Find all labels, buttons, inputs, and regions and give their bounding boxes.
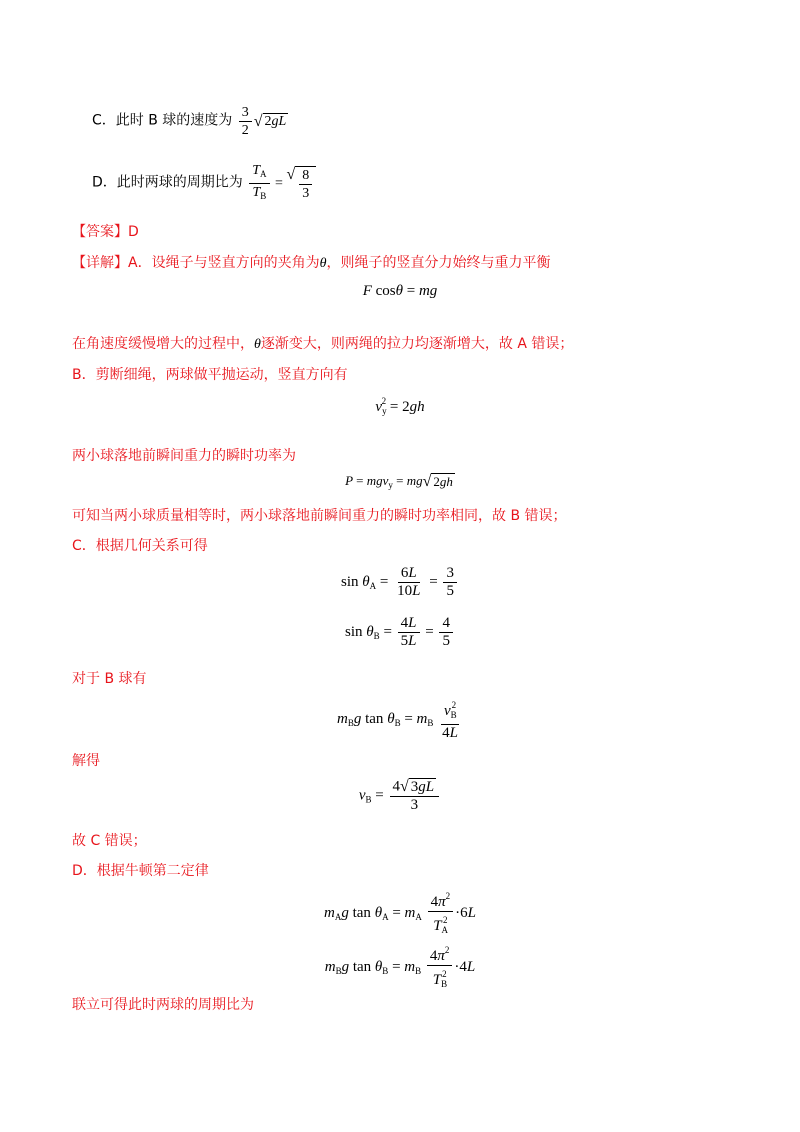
detail-b-intro: B．剪断细绳，两球做平抛运动，竖直方向有 [72, 367, 348, 383]
option-c-text: C．此时 B 球的速度为 [92, 112, 233, 129]
equation-a-newton: $m_Ag$ $\tan \theta_A = m_A$ $\frac{4\pi^2}{T_A^2}$ ·6L [0, 888, 800, 939]
equation-sin-theta-b: $\sin \theta_B$ = $\frac{4L}{5L}$ = $\frac{4}{5}$ [0, 615, 800, 650]
equation-power: P = mgv$_y$ = mg √ 2gh [345, 473, 453, 491]
theta-symbol-2: θ [254, 337, 261, 352]
detail-a-conclusion-1: 在角速度缓慢增大的过程中， [72, 336, 254, 352]
detail-b-power: 两小球落地前瞬间重力的瞬时功率为 [72, 448, 296, 464]
equation-vy: $v_y^2 = 2gh$ [375, 396, 425, 416]
detail-c-intro: C．根据几何关系可得 [72, 538, 208, 554]
equation-sin-theta-a: $\sin \theta_A$ = $\frac{6L}{10L}$ = $\frac{3}{5}$ [0, 565, 800, 600]
option-c-formula: $\frac{3}{2}$ √ 2gL [237, 114, 289, 129]
detail-c-solve: 解得 [72, 753, 100, 769]
option-c [92, 104, 288, 139]
detail-b-conclusion: 可知当两小球质量相等时，两小球落地前瞬间重力的瞬时功率相同，故 B 错误； [72, 508, 567, 524]
equation-force-balance: F cosθ = mg [362, 283, 438, 299]
detail-c-conclusion: 故 C 错误； [72, 833, 147, 849]
detail-a-text: 【详解】A．设绳子与竖直方向的夹角为 [72, 255, 320, 271]
detail-d-intro: D．根据牛顿第二定律 [72, 863, 209, 879]
detail-d-conclusion: 联立可得此时两球的周期比为 [72, 997, 254, 1013]
equation-b-newton: $m_Bg$ $\tan \theta_B = m_B$ $\frac{4\pi^2}{T_B^2}$ ·4L [0, 942, 800, 993]
equation-vb: $v_B$ = 4 √ 3gL 3 [0, 778, 800, 814]
detail-a-intro [72, 254, 550, 273]
option-d-formula: $\frac{T_A}{T_B}$ = √ $\frac{8}{3}$ [247, 176, 316, 191]
option-d-text: D．此时两球的周期比为 [92, 174, 243, 191]
detail-a-conclusion-2: 逐渐变大，则两绳的拉力均逐渐增大，故 A 错误； [260, 336, 574, 352]
theta-symbol: θ [319, 256, 327, 271]
detail-a-conclusion [72, 335, 573, 354]
answer-label: 【答案】D [72, 224, 139, 240]
detail-a-text-end: ，则绳子的竖直分力始终与重力平衡 [326, 255, 551, 271]
detail-c-for-b: 对于 B 球有 [72, 671, 147, 687]
option-d [92, 162, 316, 205]
equation-b-centripetal: $m_Bg$ $\tan \theta_B = m_B$ $\frac{v_B^2}{4L}$ [0, 697, 800, 742]
